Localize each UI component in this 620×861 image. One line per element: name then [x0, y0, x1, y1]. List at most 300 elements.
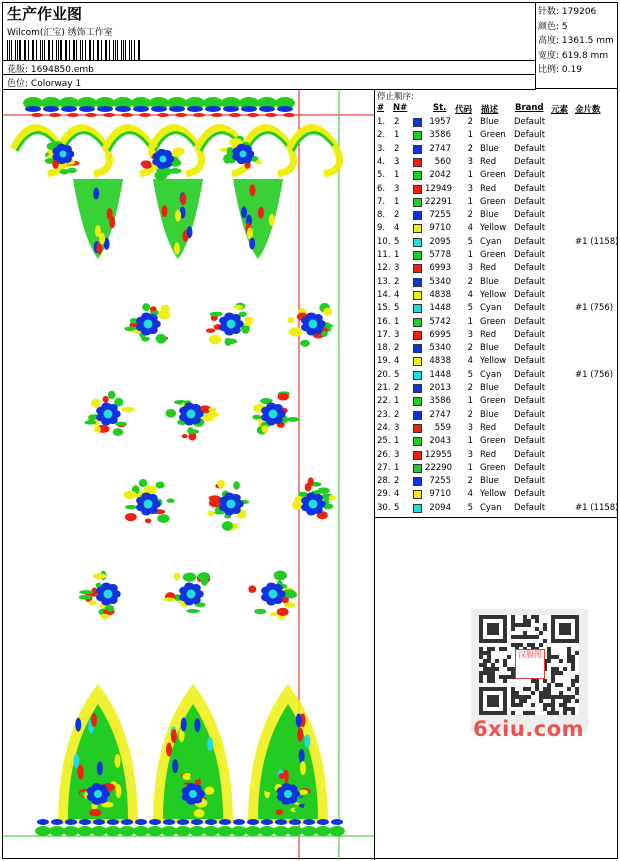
border-scallop	[211, 113, 223, 117]
stop-stitches: 22291	[425, 196, 453, 207]
qr-module	[567, 655, 571, 659]
qr-module	[543, 687, 547, 691]
stop-stitches: 6993	[429, 263, 451, 274]
stop-color-desc: Blue	[480, 210, 499, 221]
stop-needle: 3	[394, 449, 400, 460]
border-scallop	[121, 113, 133, 117]
motif-leaf	[93, 573, 106, 579]
qr-module	[539, 691, 543, 695]
motif-leaf	[150, 306, 157, 311]
border-scallop	[193, 113, 205, 117]
stop-needle: 1	[394, 250, 400, 260]
stop-stitches: 5742	[429, 316, 451, 327]
stop-color-desc: Green	[480, 196, 506, 207]
qr-module	[551, 679, 555, 683]
motif-leaf	[206, 328, 216, 333]
qr-module	[483, 659, 487, 663]
qr-module	[563, 711, 567, 715]
stop-color-desc: Blue	[480, 276, 499, 287]
qr-module	[511, 695, 515, 699]
stop-sequence-title: 停止顺序:	[377, 92, 414, 102]
qr-module	[551, 671, 555, 675]
stop-brand: Default	[514, 449, 546, 460]
qr-module	[535, 635, 539, 639]
production-worksheet	[2, 2, 618, 859]
stop-color-desc: Red	[480, 449, 497, 460]
border-scallop	[51, 819, 63, 825]
border-scallop	[85, 113, 97, 117]
divider	[3, 74, 535, 75]
border-scallop	[91, 826, 107, 836]
stop-needle: 4	[394, 223, 400, 234]
qr-module	[527, 711, 531, 715]
motif-leaf	[207, 737, 213, 751]
motif-leaf	[258, 207, 264, 219]
stop-stitches: 2043	[429, 436, 451, 447]
qr-module	[479, 671, 483, 675]
barcode-bar	[36, 40, 37, 60]
qr-module	[555, 671, 559, 675]
qr-module	[515, 695, 519, 699]
qr-module	[523, 695, 527, 699]
qr-module	[523, 687, 527, 691]
col-needle: N#	[393, 103, 408, 113]
stop-brand: Default	[514, 196, 546, 207]
stop-stitches: 2013	[429, 383, 451, 393]
qr-module	[527, 623, 531, 627]
qr-module	[555, 695, 559, 699]
qr-module	[479, 679, 483, 683]
stop-index: 20.	[377, 369, 391, 380]
stop-stitches: 6995	[429, 329, 451, 340]
stat-width: 宽度: 619.8 mm	[538, 50, 609, 61]
border-scallop	[283, 113, 295, 117]
qr-module	[571, 695, 575, 699]
motif-center	[308, 319, 319, 330]
stat-stitches: 针数: 179206	[538, 7, 597, 17]
motif-leaf	[289, 327, 303, 336]
stop-stitches: 1957	[429, 117, 451, 127]
border-scallop	[49, 113, 61, 117]
motif-center	[186, 409, 197, 420]
stop-index: 17.	[377, 329, 391, 340]
motif-leaf	[233, 305, 243, 309]
stop-index: 7.	[377, 196, 386, 207]
color-swatch	[413, 278, 422, 287]
col-sequin: 金片数	[575, 105, 601, 115]
motif-leaf	[194, 718, 200, 732]
stop-code: 5	[467, 303, 473, 314]
qr-module	[563, 667, 567, 671]
stop-stitches: 9710	[429, 223, 451, 234]
qr-module	[487, 651, 491, 655]
motif-leaf	[59, 169, 69, 174]
motif-center	[283, 789, 293, 799]
stop-color-desc: Red	[480, 183, 497, 194]
qr-module	[563, 695, 567, 699]
color-swatch	[413, 344, 422, 353]
qr-module	[547, 711, 551, 715]
border-scallop	[37, 819, 49, 825]
motif-leaf	[181, 717, 187, 731]
border-scallop	[259, 106, 275, 112]
motif-leaf	[84, 420, 96, 425]
stop-needle: 2	[394, 210, 400, 221]
motif-leaf	[277, 608, 289, 616]
stop-needle: 1	[394, 170, 400, 181]
stop-index: 15.	[377, 303, 391, 314]
barcode-bar	[52, 40, 53, 60]
stop-color-desc: Red	[480, 263, 497, 274]
stop-needle: 5	[394, 303, 400, 314]
qr-module	[523, 631, 527, 635]
stop-row	[375, 290, 617, 303]
motif-leaf	[276, 809, 284, 815]
qr-module	[487, 675, 491, 679]
qr-module	[563, 699, 567, 703]
col-brand: Brand	[515, 103, 544, 113]
qr-module	[571, 711, 575, 715]
motif-center	[159, 155, 168, 164]
stop-row	[375, 463, 617, 476]
color-swatch	[413, 224, 422, 233]
stop-index: 12.	[377, 263, 391, 274]
motif-center	[103, 589, 114, 600]
border-scallop	[103, 113, 115, 117]
stop-index: 5.	[377, 170, 386, 181]
motif-leaf	[290, 773, 296, 781]
stop-brand: Default	[514, 170, 546, 181]
border-scallop	[317, 819, 329, 825]
motif-leaf	[233, 481, 240, 489]
motif-leaf	[222, 521, 233, 531]
motif-center	[143, 319, 154, 330]
barcode-bar	[98, 40, 99, 60]
motif-leaf	[91, 713, 97, 727]
stop-code: 4	[467, 289, 473, 300]
motif-leaf	[94, 426, 101, 433]
qr-module	[551, 675, 555, 679]
stop-needle: 1	[394, 462, 400, 473]
stop-row	[375, 210, 617, 223]
qr-module	[567, 699, 571, 703]
qr-module	[483, 651, 487, 655]
motif-center	[186, 589, 197, 600]
qr-module	[535, 687, 539, 691]
color-swatch	[413, 198, 422, 207]
qr-module	[567, 707, 571, 711]
qr-module	[571, 707, 575, 711]
stop-code: 2	[467, 476, 473, 487]
stop-brand: Default	[514, 462, 546, 473]
stop-index: 29.	[377, 489, 391, 500]
stop-color-desc: Yellow	[480, 223, 507, 234]
qr-module	[535, 627, 539, 631]
qr-module	[547, 651, 551, 655]
qr-module	[571, 663, 575, 667]
stop-row	[375, 144, 617, 157]
motif-leaf	[243, 322, 253, 326]
qr-module	[507, 655, 511, 659]
stop-color-desc: Blue	[480, 409, 499, 420]
stop-index: 16.	[377, 316, 391, 327]
stop-stitches: 2094	[429, 502, 451, 513]
color-swatch	[413, 490, 422, 499]
motif-leaf	[270, 612, 277, 616]
stop-row	[375, 237, 617, 250]
qr-module	[483, 667, 487, 671]
qr-module	[479, 655, 483, 659]
color-swatch	[413, 424, 422, 433]
stop-brand: Default	[514, 343, 546, 354]
stop-code: 1	[467, 170, 473, 181]
barcode-bar	[121, 40, 122, 60]
stop-color-desc: Cyan	[480, 236, 502, 247]
col-element: 元素	[551, 105, 569, 115]
motif-leaf	[108, 391, 116, 399]
border-scallop	[49, 826, 65, 836]
stop-row	[375, 436, 617, 449]
motif-leaf	[299, 789, 308, 794]
stop-stitches: 560	[434, 156, 451, 167]
border-scallop	[133, 106, 149, 112]
color-swatch	[413, 451, 422, 460]
motif-leaf	[99, 233, 105, 245]
border-scallop	[175, 113, 187, 117]
motif-leaf	[227, 339, 238, 344]
motif-leaf	[80, 799, 89, 808]
stop-code: 5	[467, 369, 473, 380]
qr-code-box	[471, 609, 588, 732]
border-scallop	[241, 106, 257, 112]
stop-stitches: 2042	[429, 170, 451, 181]
color-swatch	[413, 211, 422, 220]
stop-index: 1.	[377, 117, 386, 127]
stop-color-desc: Green	[480, 250, 506, 260]
qr-module	[567, 695, 571, 699]
stop-code: 5	[467, 502, 473, 513]
color-swatch	[413, 304, 422, 313]
stop-row	[375, 250, 617, 263]
motif-leaf	[277, 393, 288, 401]
embroidery-design	[3, 89, 374, 860]
stop-row	[375, 223, 617, 236]
color-swatch	[413, 357, 422, 366]
stop-row	[375, 503, 617, 516]
stop-brand: Default	[514, 183, 546, 194]
border-scallop	[175, 826, 191, 836]
motif-leaf	[141, 160, 152, 167]
design-preview[interactable]	[3, 89, 375, 860]
stop-needle: 4	[394, 289, 400, 300]
qr-module	[559, 683, 563, 687]
motif-leaf	[263, 782, 275, 792]
stop-row	[375, 184, 617, 197]
barcode-bar	[49, 40, 50, 60]
motif-leaf	[150, 140, 158, 149]
motif-leaf	[182, 434, 188, 438]
stop-code: 4	[467, 223, 473, 234]
qr-module	[479, 647, 483, 651]
border-scallop	[261, 819, 273, 825]
qr-module	[511, 703, 515, 707]
software-name: Wilcom(汇宝) 绣饰工作室	[7, 28, 113, 38]
motif-leaf	[125, 505, 136, 510]
qr-module	[519, 623, 523, 627]
stop-needle: 1	[394, 436, 400, 447]
stop-needle: 5	[394, 502, 400, 513]
stop-needle: 4	[394, 356, 400, 367]
border-scallop	[303, 819, 315, 825]
border-scallop	[65, 819, 77, 825]
motif-center	[308, 499, 319, 510]
qr-module	[503, 647, 507, 651]
stop-color-desc: Red	[480, 156, 497, 167]
qr-module	[511, 687, 515, 691]
stop-index: 19.	[377, 356, 391, 367]
motif-leaf	[214, 738, 220, 752]
stop-stitches: 4838	[429, 356, 451, 367]
qr-module	[511, 623, 515, 627]
stop-code: 1	[467, 396, 473, 407]
stop-color-desc: Cyan	[480, 502, 502, 513]
qr-module	[519, 695, 523, 699]
qr-module	[503, 663, 507, 667]
motif-leaf	[269, 214, 275, 226]
border-scallop	[135, 819, 147, 825]
qr-module	[559, 659, 563, 663]
swirl	[289, 128, 340, 174]
stop-color-desc: Yellow	[480, 289, 507, 300]
qr-module	[511, 699, 515, 703]
stop-sequence-panel	[375, 89, 617, 518]
border-scallop	[79, 106, 95, 112]
qr-module	[547, 691, 551, 695]
stop-row	[375, 396, 617, 409]
border-scallop	[233, 819, 245, 825]
qr-module	[507, 667, 511, 671]
stop-code: 1	[467, 130, 473, 141]
stop-brand: Default	[514, 156, 546, 167]
stop-needle: 4	[394, 489, 400, 500]
motif-leaf	[172, 759, 178, 773]
stop-row	[375, 330, 617, 343]
border-scallop	[265, 113, 277, 117]
border-scallop	[43, 106, 59, 112]
motif-leaf	[166, 409, 177, 418]
motif-leaf	[174, 242, 180, 254]
motif-center	[226, 499, 237, 510]
qr-module	[575, 651, 579, 655]
stop-brand: Default	[514, 210, 546, 221]
qr-module	[571, 679, 575, 683]
stop-index: 4.	[377, 156, 386, 167]
qr-module	[547, 683, 551, 687]
qr-module	[551, 703, 555, 707]
qr-module	[543, 703, 547, 707]
stop-index: 11.	[377, 250, 391, 260]
border-scallop	[275, 819, 287, 825]
qr-module	[479, 663, 483, 667]
motif-leaf	[198, 572, 210, 581]
border-scallop	[223, 106, 239, 112]
stop-sequin: #1 (756)	[575, 369, 614, 380]
border-scallop	[259, 826, 275, 836]
stop-brand: Default	[514, 236, 546, 247]
border-scallop	[247, 819, 259, 825]
qr-module	[535, 679, 539, 683]
qr-module	[547, 659, 551, 663]
border-scallop	[161, 826, 177, 836]
stop-index: 13.	[377, 276, 391, 287]
motif-center	[188, 789, 198, 799]
qr-module	[559, 623, 571, 635]
border-scallop	[61, 106, 77, 112]
stop-code: 2	[467, 409, 473, 420]
stop-stitches: 5340	[429, 276, 451, 287]
motif-leaf	[296, 713, 302, 727]
qr-module	[515, 703, 519, 707]
qr-module	[519, 699, 523, 703]
stop-needle: 2	[394, 343, 400, 354]
stop-color-desc: Blue	[480, 143, 499, 154]
qr-module	[487, 655, 491, 659]
color-swatch	[413, 437, 422, 446]
stop-brand: Default	[514, 409, 546, 420]
barcode-bar	[60, 40, 61, 60]
motif-leaf	[262, 425, 269, 433]
stop-needle: 3	[394, 183, 400, 194]
border-scallop	[331, 819, 343, 825]
border-scallop	[177, 819, 189, 825]
stop-index: 10.	[377, 236, 391, 247]
motif-leaf	[114, 754, 120, 768]
motif-leaf	[294, 807, 303, 813]
stop-code: 2	[467, 276, 473, 287]
stop-needle: 2	[394, 276, 400, 287]
stop-row	[375, 410, 617, 423]
stop-sequin: #1 (1158)	[575, 236, 619, 247]
stop-brand: Default	[514, 356, 546, 367]
color-swatch	[413, 411, 422, 420]
qr-module	[547, 647, 551, 651]
motif-leaf	[139, 479, 148, 487]
motif-center	[143, 499, 154, 510]
qr-module	[555, 655, 559, 659]
motif-leaf	[249, 184, 255, 196]
border-scallop	[115, 106, 131, 112]
stop-brand: Default	[514, 422, 546, 433]
motif-center	[268, 589, 279, 600]
barcode-bar	[15, 40, 16, 60]
lower-right-area	[375, 517, 617, 860]
stat-colors: 颜色: 5	[538, 21, 568, 32]
stop-index: 25.	[377, 436, 391, 447]
qr-module	[551, 695, 555, 699]
qr-module	[567, 647, 571, 651]
border-scallop	[133, 826, 149, 836]
stop-index: 21.	[377, 383, 391, 393]
qr-module	[527, 643, 531, 647]
motif-leaf	[323, 308, 332, 316]
qr-module	[479, 651, 483, 655]
divider	[3, 60, 535, 61]
stop-brand: Default	[514, 263, 546, 274]
border-scallop	[147, 826, 163, 836]
qr-module	[499, 647, 503, 651]
qr-module	[515, 691, 519, 695]
motif-leaf	[183, 572, 197, 581]
